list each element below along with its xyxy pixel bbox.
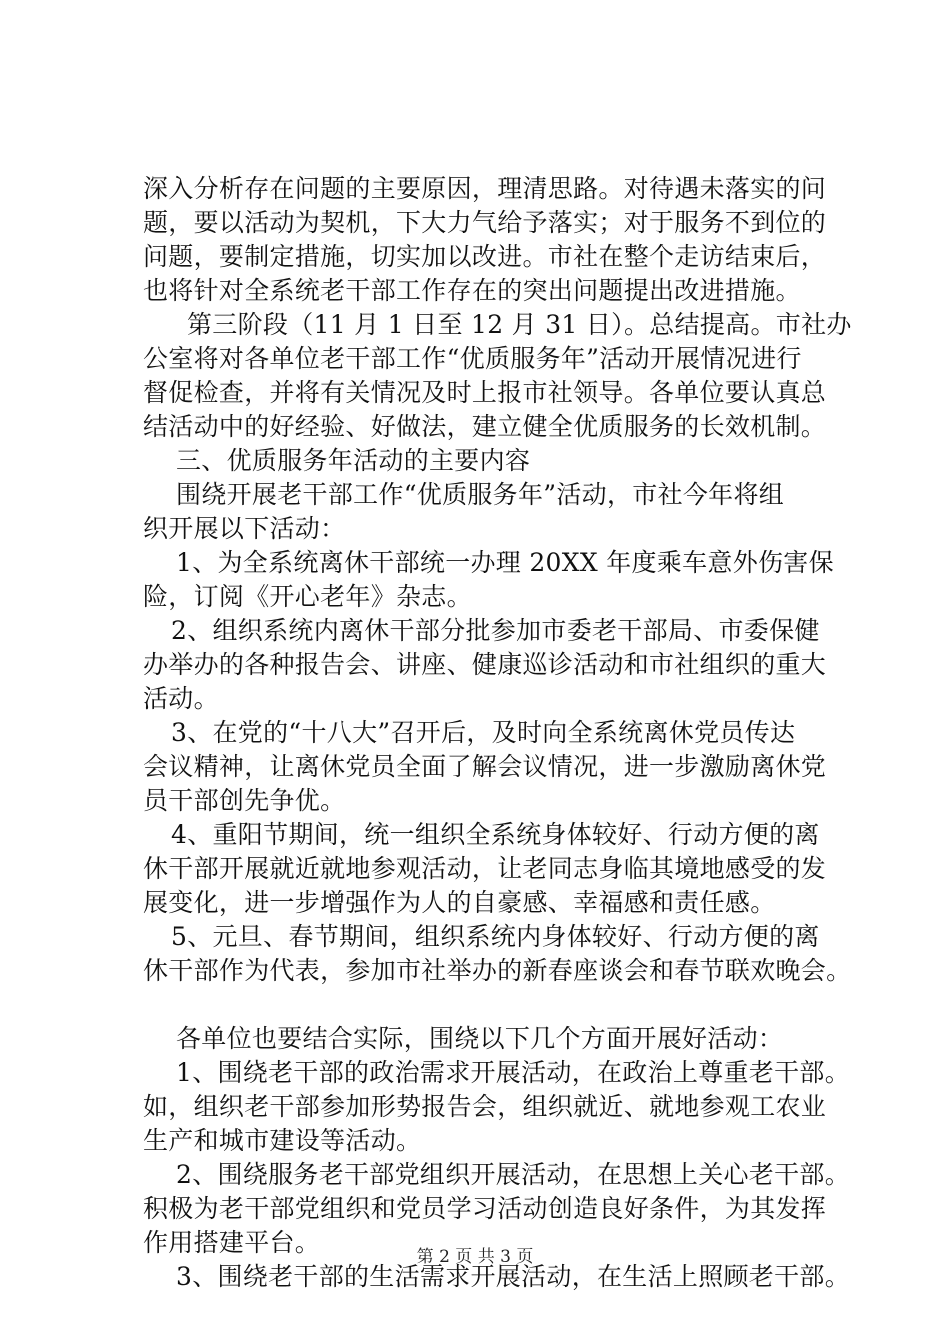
list-item-line: 2、围绕服务老干部党组织开展活动，在思想上关心老干部。 — [176, 1160, 851, 1189]
text-line: 围绕开展老干部工作“优质服务年”活动，市社今年将组 — [176, 480, 785, 509]
section-heading: 三、优质服务年活动的主要内容 — [176, 446, 531, 475]
text-line: 办举办的各种报告会、讲座、健康巡诊活动和市社组织的重大 — [143, 650, 827, 679]
text-line: 作用搭建平台。 — [143, 1228, 321, 1257]
list-item-line: 5、元旦、春节期间，组织系统内身体较好、行动方便的离 — [171, 922, 820, 951]
list-item-line: 4、重阳节期间，统一组织全系统身体较好、行动方便的离 — [171, 820, 820, 849]
text-line: 会议精神，让离休党员全面了解会议情况，进一步激励离休党 — [143, 752, 827, 781]
text-line: 题，要以活动为契机，下大力气给予落实；对于服务不到位的 — [143, 208, 827, 237]
text-line: 员干部创先争优。 — [143, 786, 346, 815]
text-line: 积极为老干部党组织和党员学习活动创造良好条件，为其发挥 — [143, 1194, 827, 1223]
document-body — [143, 172, 852, 1294]
text-line: 问题，要制定措施，切实加以改进。市社在整个走访结束后， — [143, 242, 827, 271]
text-line: 督促检查，并将有关情况及时上报市社领导。各单位要认真总 — [143, 378, 827, 407]
text-line: 各单位也要结合实际，围绕以下几个方面开展好活动： — [176, 1024, 784, 1053]
page-footer — [0, 1246, 950, 1268]
text-line: 如，组织老干部参加形势报告会，组织就近、就地参观工农业 — [143, 1092, 827, 1121]
list-item-line: 3、在党的“十八大”召开后，及时向全系统离休党员传达 — [171, 718, 796, 747]
text-line: 深入分析存在问题的主要原因，理清思路。对待遇未落实的问 — [143, 174, 827, 203]
text-line: 活动。 — [143, 684, 219, 713]
text-line: 公室将对各单位老干部工作“优质服务年”活动开展情况进行 — [143, 344, 802, 373]
text-line: 展变化，进一步增强作为人的自豪感、幸福感和责任感。 — [143, 888, 776, 917]
text-line: 休干部作为代表，参加市社举办的新春座谈会和春节联欢晚会。 — [143, 956, 852, 985]
text-line: 第三阶段（11 月 1 日至 12 月 31 日）。总结提高。市社办 — [187, 310, 852, 339]
paragraph-gap — [143, 988, 848, 1022]
text-line: 结活动中的好经验、好做法，建立健全优质服务的长效机制。 — [143, 412, 827, 441]
page-number: 第 2 页 共 3 页 — [416, 1247, 534, 1267]
text-line: 织开展以下活动： — [143, 514, 346, 543]
text-line: 险，订阅《开心老年》杂志。 — [143, 582, 472, 611]
text-line: 生产和城市建设等活动。 — [143, 1126, 422, 1155]
text-line: 也将针对全系统老干部工作存在的突出问题提出改进措施。 — [143, 276, 801, 305]
list-item-line: 3、围绕老干部的生活需求开展活动，在生活上照顾老干部。 — [176, 1262, 851, 1291]
list-item-line: 1、为全系统离休干部统一办理 20XX 年度乘车意外伤害保 — [176, 548, 834, 577]
list-item-line: 1、围绕老干部的政治需求开展活动，在政治上尊重老干部。 — [176, 1058, 851, 1087]
list-item-line: 2、组织系统内离休干部分批参加市委老干部局、市委保健 — [171, 616, 820, 645]
text-line: 休干部开展就近就地参观活动，让老同志身临其境地感受的发 — [143, 854, 827, 883]
